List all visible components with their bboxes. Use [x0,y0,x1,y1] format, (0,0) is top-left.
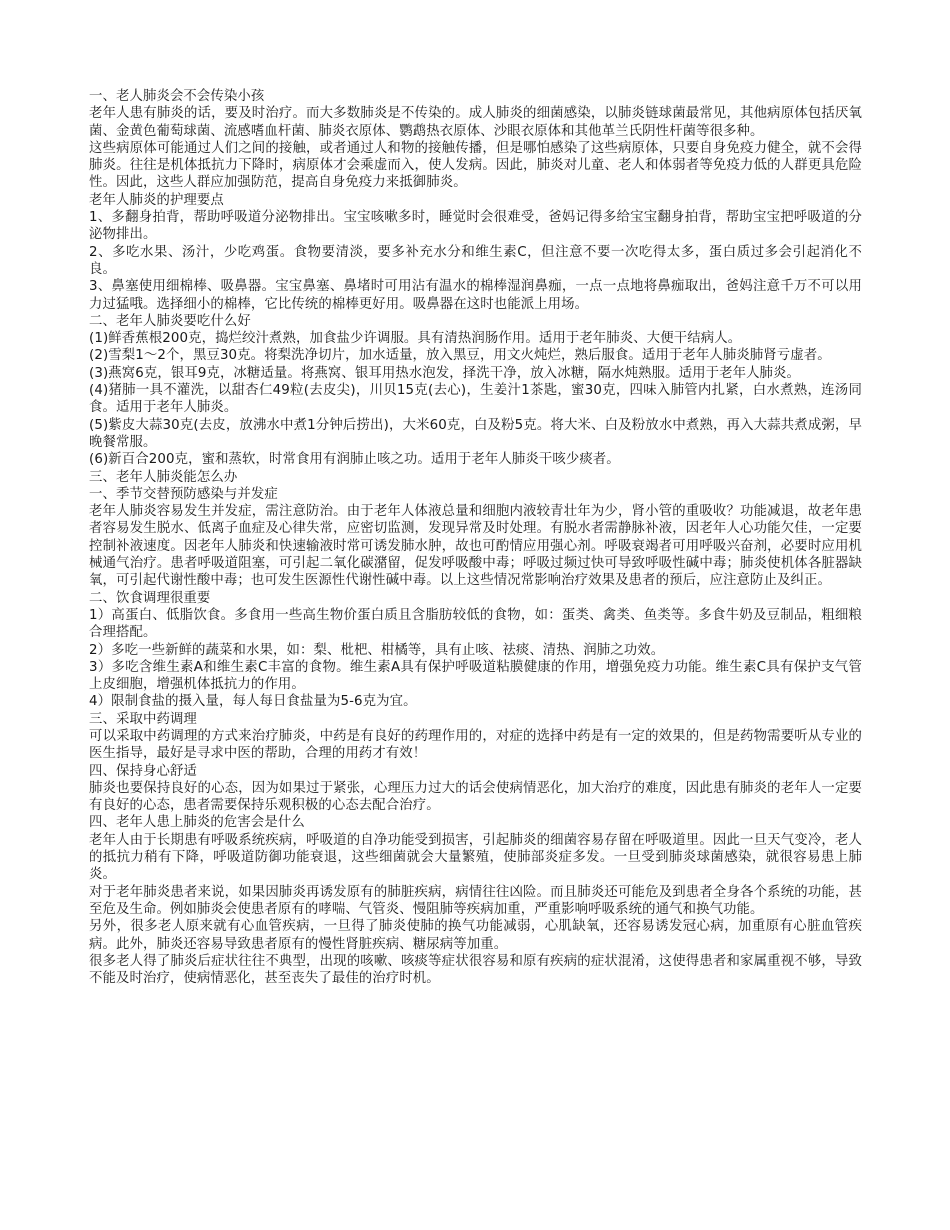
list-item: 1、多翻身拍背，帮助呼吸道分泌物排出。宝宝咳嗽多时，睡觉时会很难受，爸妈记得多给宝宝翻身拍背，帮助宝宝把呼吸道的分泌物排出。 [89,210,862,243]
paragraph: 肺炎也要保持良好的心态，因为如果过于紧张，心理压力过大的话会使病情恶化，加大治疗的难度，因此患有肺炎的老年人一定要有良好的心态，患者需要保持乐观积极的心态去配合治疗。 [89,780,862,814]
list-item: 1）高蛋白、低脂饮食。多食用一些高生物价蛋白质且含脂肪较低的食物，如：蛋类、禽类、鱼类等。多食牛奶及豆制品，粗细粮合理搭配。 [89,607,862,641]
list-item: (2)雪梨1～2个，黑豆30克。将梨洗净切片，加水适量，放入黑豆，用文火炖烂，熟后服食。适用于老年人肺炎肺肾亏虚者。 [89,348,831,364]
paragraph: 老年人由于长期患有呼吸系统疾病，呼吸道的自净功能受到损害，引起肺炎的细菌容易存留在呼吸道里。因此一旦天气变冷，老人的抵抗力稍有下降，呼吸道防御功能衰退，这些细菌就会大量繁殖，使肺部炎症多发。一旦受到肺炎球菌感染，就很容易患上肺炎。 [89,832,862,883]
list-item: (6)新百合200克，蜜和蒸软，时常食用有润肺止咳之功。适用于老年人肺炎干咳少痰者。 [89,452,620,468]
paragraph: 对于老年肺炎患者来说，如果因肺炎再诱发原有的肺脏疾病，病情往往凶险。而且肺炎还可能危及到患者全身各个系统的功能，甚至危及生命。例如肺炎会使患者原有的哮喘、气管炎、慢阻肺等疾病加重，严重影响呼吸系统的通气和换气功能。 [89,884,862,917]
list-item: 2、多吃水果、汤汁，少吃鸡蛋。食物要清淡，要多补充水分和维生素C，但注意不要一次吃得太多，蛋白质过多会引起消化不良。 [89,244,862,277]
subsection-heading: 四、保持身心舒适 [89,763,197,779]
list-item: (1)鲜香蕉根200克，捣烂绞汁煮熟，加食盐少许调服。具有清热润肠作用。适用于老年肺炎、大便干结病人。 [89,331,742,347]
paragraph: 可以采取中药调理的方式来治疗肺炎，中药是有良好的药理作用的，对症的选择中药是有一定的效果的，但是药物需要听从专业的医生指导，最好是寻求中医的帮助，合理的用药才有效！ [89,728,862,762]
paragraph: 老年人患有肺炎的话，要及时治疗。而大多数肺炎是不传染的。成人肺炎的细菌感染，以肺炎链球菌最常见，其他病原体包括厌氧菌、金黄色葡萄球菌、流感嗜血杆菌、肺炎衣原体、鹦鹉热衣原体、沙眼衣原体和其他革兰氏阴性杆菌等很多种。 [89,106,862,139]
section-heading: 一、老人肺炎会不会传染小孩 [89,89,265,104]
list-item: (5)紫皮大蒜30克(去皮，放沸水中煮1分钟后捞出)，大米60克，白及粉5克。将大米、白及粉放水中煮熟，再入大蒜共煮成粥，早晚餐常服。 [89,417,862,450]
section-heading: 三、老年人肺炎能怎么办 [89,469,238,485]
subsection-heading: 二、饮食调理很重要 [89,590,211,606]
list-item: 3）多吃含维生素A和维生素C丰富的食物。维生素A具有保护呼吸道粘膜健康的作用，增强免疫力功能。维生素C具有保护支气管上皮细胞，增强机体抵抗力的作用。 [89,659,862,693]
subsection-heading: 一、季节交替预防感染与并发症 [89,486,278,502]
list-item: (3)燕窝6克，银耳9克，冰糖适量。将燕窝、银耳用热水泡发，择洗干净，放入冰糖，隔水炖熟服。适用于老年人肺炎。 [89,365,801,381]
article-body [89,88,862,987]
subsection-heading: 三、采取中药调理 [89,711,197,727]
paragraph: 这些病原体可能通过人们之间的接触，或者通过人和物的接触传播，但是哪怕感染了这些病原体，只要自身免疫力健全，就不会得肺炎。往往是机体抵抗力下降时，病原体才会乘虚而入，使人发病。因此，肺炎对儿童、老人和体弱者等免疫力低的人群更具危险性。因此，这些人群应加强防范，提高自身免疫力来抵御肺炎。 [89,140,862,191]
list-item: 4）限制食盐的摄入量，每人每日食盐量为5-6克为宜。 [89,694,417,710]
paragraph: 老年人肺炎容易发生并发症，需注意防治。由于老年人体液总量和细胞内液较青壮年为少，肾小管的重吸收？功能减退，故老年患者容易发生脱水、低离子血症及心律失常，应密切监测，发现异常及时处理。有脱水者需静脉补液，因老年人心功能欠佳，一定要控制补液速度。因老年人肺炎和快速输液时常可诱发肺水肿，故也可酌情应用强心剂。呼吸衰竭者可用呼吸兴奋剂，必要时应用机械通气治疗。患者呼吸道阻塞，可引起二氧化碳潴留，促发呼吸酸中毒；呼吸过频过快可导致呼吸性碱中毒；肺炎使机体各脏器缺氧，可引起代谢性酸中毒；也可发生医源性代谢性碱中毒。以上这些情况常影响治疗效果及患者的预后，应注意防止及纠正。 [89,504,862,589]
list-item: 2）多吃一些新鲜的蔬菜和水果，如：梨、枇杷、柑橘等，具有止咳、祛痰、清热、润肺之功效。 [89,642,665,658]
list-item: 3、鼻塞使用细棉棒、吸鼻器。宝宝鼻塞、鼻堵时可用沾有温水的棉棒湿润鼻痂，一点一点地将鼻痂取出，爸妈注意千万不可以用力过猛哦。选择细小的棉棒，它比传统的棉棒更好用。吸鼻器在这时也能派上用场。 [89,279,862,312]
paragraph: 另外，很多老人原来就有心血管疾病，一旦得了肺炎使肺的换气功能减弱，心肌缺氧，还容易诱发冠心病，加重原有心脏血管疾病。此外，肺炎还容易导致患者原有的慢性肾脏疾病、糖尿病等加重。 [89,919,862,952]
section-heading: 二、老年人肺炎要吃什么好 [89,313,251,329]
section-heading: 四、老年人患上肺炎的危害会是什么 [89,815,305,831]
section-heading: 老年人肺炎的护理要点 [89,192,224,208]
list-item: (4)猪肺一具不灌洗，以甜杏仁49粒(去皮尖)，川贝15克(去心)，生姜汁1茶匙，蜜30克，四味入肺管内扎紧，白水煮熟，连汤同食。适用于老年人肺炎。 [89,383,862,416]
paragraph: 很多老人得了肺炎后症状往往不典型，出现的咳嗽、咳痰等症状很容易和原有疾病的症状混淆，这使得患者和家属重视不够，导致不能及时治疗，使病情恶化，甚至丧失了最佳的治疗时机。 [89,953,862,987]
